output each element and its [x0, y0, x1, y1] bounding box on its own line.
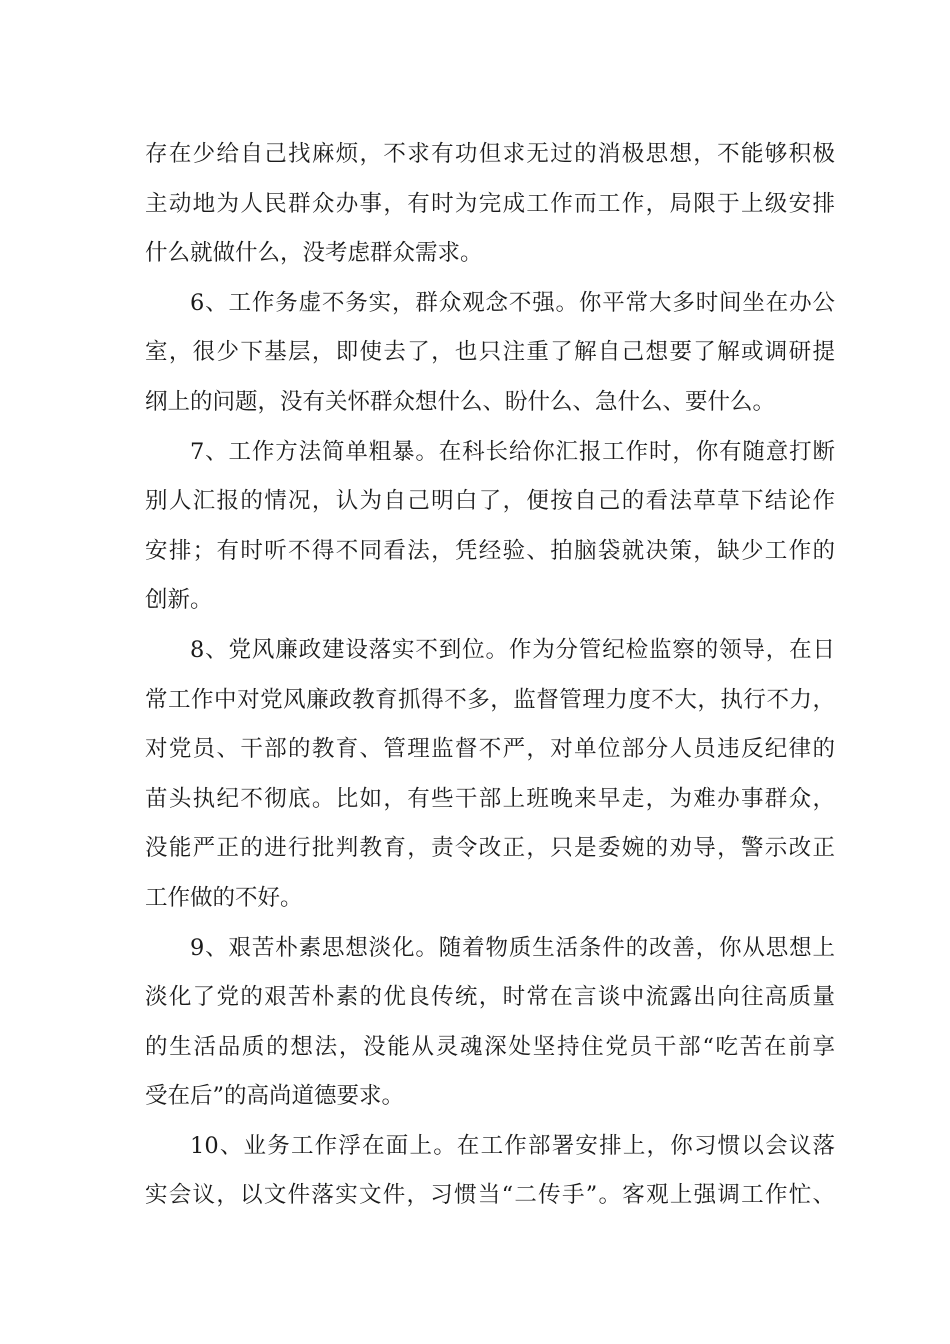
text-line: 纲上的问题，没有关怀群众想什么、盼什么、急什么、要什么。 — [145, 388, 776, 415]
text-line: 实会议，以文件落实文件，习惯当“二传手”。客观上强调工作忙、 — [145, 1182, 835, 1209]
text-line: 安排；有时听不得不同看法，凭经验、拍脑袋就决策，缺少工作的 — [145, 537, 835, 564]
text-line: 的生活品质的想法，没能从灵魂深处坚持住党员干部“吃苦在前享 — [145, 1033, 835, 1060]
text-line: 室，很少下基层，即使去了，也只注重了解自己想要了解或调研提 — [145, 339, 835, 366]
text-line: 淡化了党的艰苦朴素的优良传统，时常在言谈中流露出向往高质量 — [145, 984, 835, 1011]
text-line: 10、业务工作浮在面上。在工作部署安排上，你习惯以会议落 — [190, 1132, 835, 1159]
text-line: 没能严正的进行批判教育，责令改正，只是委婉的劝导，警示改正 — [145, 835, 835, 862]
text-line: 对党员、干部的教育、管理监督不严，对单位部分人员违反纪律的 — [145, 736, 835, 763]
text-line: 工作做的不好。 — [145, 884, 303, 911]
text-line: 8、党风廉政建设落实不到位。作为分管纪检监察的领导，在日 — [190, 636, 835, 663]
text-line: 什么就做什么，没考虑群众需求。 — [145, 240, 483, 267]
text-line: 存在少给自己找麻烦，不求有功但求无过的消极思想，不能够积极 — [145, 141, 835, 167]
text-line: 主动地为人民群众办事，有时为完成工作而工作，局限于上级安排 — [145, 190, 835, 217]
text-line: 别人汇报的情况，认为自己明白了，便按自己的看法草草下结论作 — [145, 488, 835, 515]
text-line: 7、工作方法简单粗暴。在科长给你汇报工作时，你有随意打断 — [190, 438, 835, 465]
text-line: 常工作中对党风廉政教育抓得不多，监督管理力度不大，执行不力， — [145, 686, 835, 713]
text-line: 9、艰苦朴素思想淡化。随着物质生活条件的改善，你从思想上 — [190, 934, 835, 961]
text-line: 苗头执纪不彻底。比如，有些干部上班晚来早走，为难办事群众， — [145, 785, 835, 812]
document-body — [145, 130, 835, 1221]
text-line: 受在后”的高尚道德要求。 — [145, 1083, 405, 1110]
text-line: 6、工作务虚不务实，群众观念不强。你平常大多时间坐在办公 — [190, 289, 835, 316]
text-line: 创新。 — [145, 587, 213, 614]
